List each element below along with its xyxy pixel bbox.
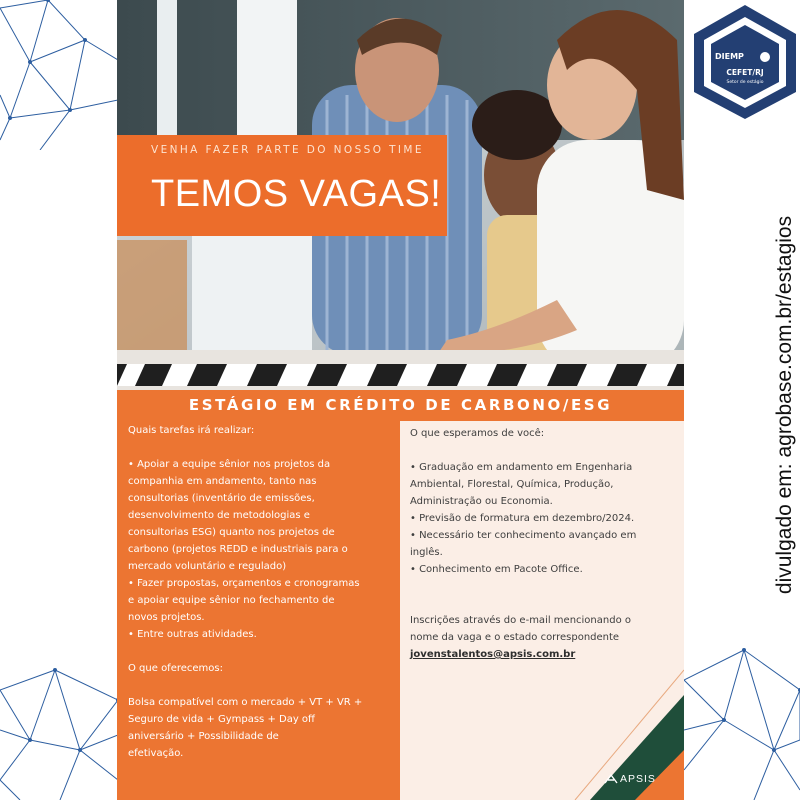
logo-subtitle: Setor de estágio <box>726 80 764 85</box>
apsis-logo: APSIS <box>620 773 656 785</box>
apply-email-link[interactable]: jovenstalentos@apsis.com.br <box>410 649 576 660</box>
apsis-logo-icon <box>604 774 618 784</box>
network-pattern-top-left <box>0 0 118 150</box>
job-poster <box>117 0 684 800</box>
tasks-list: • Apoiar a equipe sênior nos projetos da companhia em andamento, tanto nas consultorias (inventário de emissões, desenvolvimento de metodologias e consultorias ESG) quanto nos projetos de carbono (projetos REDD e industriais para o mercado voluntário e regulado) • Fazer propostas, orçamentos e cronogramas e apoiar equipe sênior no fechamento de novos projetos. • Entre outras atividades. <box>128 459 360 640</box>
tagline: VENHA FAZER PARTE DO NOSSO TIME <box>151 144 424 156</box>
headline: TEMOS VAGAS! <box>151 173 442 215</box>
hazard-stripe <box>117 364 684 386</box>
right-column <box>410 425 672 663</box>
offer-text: Bolsa compatível com o mercado + VT + VR + Seguro de vida + Gympass + Day off aniversário + Possibilidade de efetivação. <box>128 697 363 759</box>
logo-cefet: CEFET/RJ <box>726 68 764 77</box>
left-column <box>128 422 393 762</box>
cefet-logo-icon <box>690 3 800 121</box>
job-title: ESTÁGIO EM CRÉDITO DE CARBONO/ESG <box>188 396 613 414</box>
logo-diemp: DIEMP <box>715 52 744 61</box>
expect-list: • Graduação em andamento em Engenharia Ambiental, Florestal, Química, Produção, Administração ou Economia. • Previsão de formatura em dezembro/2024. • Necessário ter conhecimento avançado em inglês. • Conhecimento em Pacote Office. <box>410 462 637 575</box>
source-caption: divulgado em: agrobase.com.br/estagios <box>773 215 796 595</box>
apply-text: Inscrições através do e-mail mencionando o nome da vaga e o estado correspondente <box>410 615 631 643</box>
headline-box <box>117 135 447 236</box>
network-pattern-right <box>684 640 800 800</box>
offer-heading: O que oferecemos: <box>128 663 223 674</box>
expect-heading: O que esperamos de você: <box>410 428 545 439</box>
tasks-heading: Quais tarefas irá realizar: <box>128 425 255 436</box>
network-pattern-bottom-left <box>0 660 118 800</box>
